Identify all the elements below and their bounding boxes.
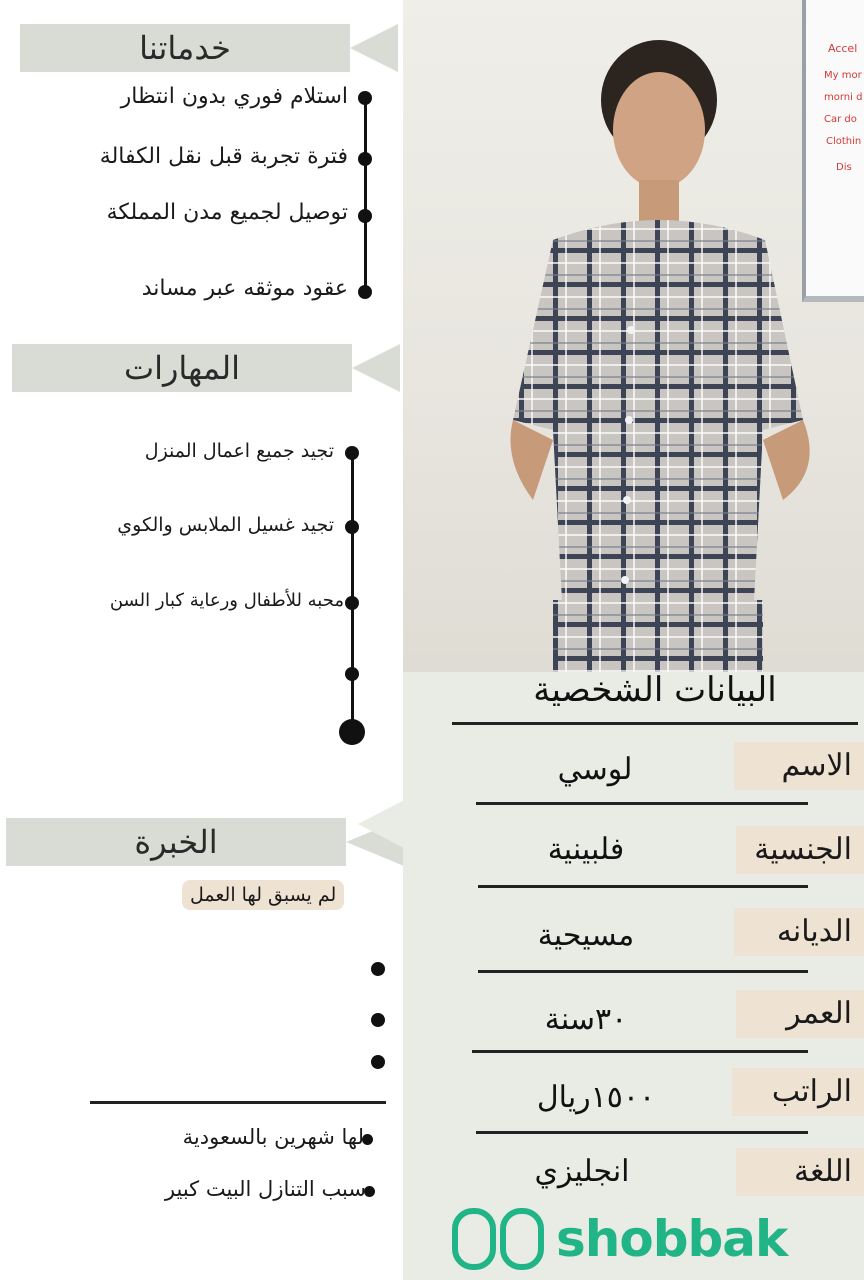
- value-nationality: فلبينية: [547, 832, 625, 867]
- service-item: استلام فوري بدون انتظار: [120, 84, 348, 109]
- whiteboard-text: Car do: [824, 114, 857, 125]
- skills-bullet-end: [339, 719, 365, 745]
- services-bullet: [358, 209, 372, 223]
- value-name: لوسي: [557, 752, 633, 787]
- label-name: الاسم: [734, 742, 864, 790]
- shobbak-logo: [452, 1204, 852, 1274]
- skills-bullet: [345, 520, 359, 534]
- row-rule: [476, 802, 808, 805]
- personal-title-rule: [452, 722, 858, 725]
- shobbak-window-icon: [452, 1208, 544, 1270]
- row-rule: [472, 1050, 808, 1053]
- label-salary: الراتب: [732, 1068, 864, 1116]
- services-bullet: [358, 152, 372, 166]
- brand-name: shobbak: [556, 1210, 788, 1268]
- services-title: خدماتنا: [139, 29, 231, 67]
- person-figure: [403, 0, 864, 672]
- services-banner-arrow: [350, 24, 398, 72]
- whiteboard-text: Clothin: [826, 136, 862, 147]
- whiteboard-text: morni d: [824, 92, 863, 103]
- skills-banner: [12, 344, 352, 392]
- services-bullet: [358, 91, 372, 105]
- skill-item: تجيد غسيل الملابس والكوي: [117, 514, 334, 536]
- experience-note: لها شهرين بالسعودية: [182, 1125, 364, 1149]
- personal-panel-arrow: [358, 800, 404, 848]
- service-item: عقود موثقه عبر مساند: [141, 276, 348, 301]
- experience-divider: [90, 1101, 386, 1104]
- worker-photo: [403, 0, 864, 672]
- experience-tag: لم يسبق لها العمل: [182, 880, 344, 910]
- skills-title: المهارات: [123, 349, 241, 387]
- label-nationality: الجنسية: [736, 826, 864, 874]
- value-language: انجليزي: [534, 1154, 630, 1189]
- services-timeline: [364, 97, 367, 292]
- skill-item: تجيد جميع اعمال المنزل: [144, 440, 334, 462]
- experience-bullet: [371, 1055, 385, 1069]
- skill-item: محبه للأطفال ورعاية كبار السن: [109, 590, 344, 611]
- value-age: ٣٠سنة: [544, 1002, 628, 1037]
- experience-title: الخبرة: [134, 823, 218, 861]
- services-banner: [20, 24, 350, 72]
- service-item: فترة تجربة قبل نقل الكفالة: [99, 144, 348, 169]
- row-rule: [478, 970, 808, 973]
- whiteboard-text: Dis: [836, 162, 852, 173]
- whiteboard-text: Accel: [828, 42, 858, 55]
- value-religion: مسيحية: [537, 918, 635, 953]
- service-item: توصيل لجميع مدن المملكة: [106, 200, 348, 225]
- skills-bullet: [345, 446, 359, 460]
- experience-bullet: [371, 1013, 385, 1027]
- label-age: العمر: [736, 990, 864, 1038]
- whiteboard-text: My mor: [824, 70, 862, 81]
- skills-timeline: [351, 452, 354, 732]
- row-rule: [478, 885, 808, 888]
- services-bullet: [358, 285, 372, 299]
- label-religion: الديانه: [734, 908, 864, 956]
- experience-bullet: [371, 962, 385, 976]
- skills-bullet: [345, 667, 359, 681]
- experience-note: سبب التنازل البيت كبير: [164, 1177, 366, 1201]
- skills-banner-arrow: [352, 344, 400, 392]
- value-salary: ١٥٠٠ريال: [536, 1080, 656, 1115]
- personal-title: البيانات الشخصية: [533, 670, 777, 710]
- experience-banner: [6, 818, 346, 866]
- row-rule: [476, 1131, 808, 1134]
- skills-bullet: [345, 596, 359, 610]
- label-language: اللغة: [736, 1148, 864, 1196]
